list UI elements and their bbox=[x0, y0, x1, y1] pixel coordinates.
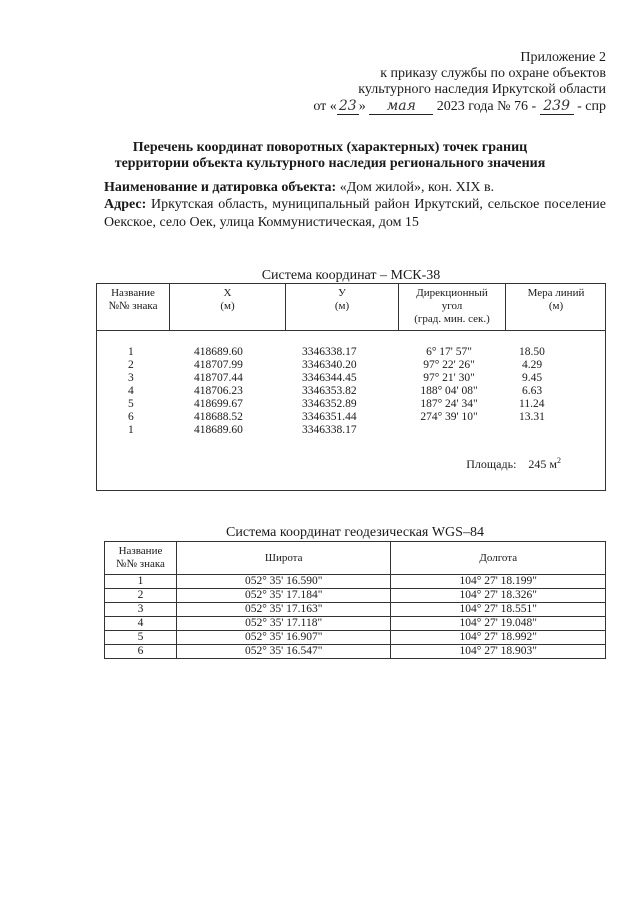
x-coordinate: 418707.99 bbox=[194, 359, 243, 371]
appendix-title: Приложение 2 bbox=[520, 50, 606, 65]
handwritten-day: 23 bbox=[337, 98, 359, 115]
header-text: У bbox=[338, 287, 346, 299]
order-year-text: 2023 года № 76 - bbox=[436, 99, 537, 114]
header-point-number bbox=[105, 542, 177, 575]
point-number: 2 bbox=[128, 359, 134, 371]
line-length: 6.63 bbox=[522, 385, 543, 397]
direction-angle: 274° 39' 10" bbox=[420, 411, 478, 423]
x-coordinate: 418689.60 bbox=[194, 346, 243, 358]
table-row bbox=[97, 346, 605, 359]
point-number: 4 bbox=[105, 617, 177, 631]
area-value: 245 м bbox=[528, 457, 557, 471]
table-row bbox=[105, 617, 606, 631]
point-number: 6 bbox=[128, 411, 134, 423]
line-length: 13.31 bbox=[519, 411, 545, 423]
area-unit-exponent: 2 bbox=[557, 456, 561, 465]
point-number: 1 bbox=[128, 424, 134, 436]
wgs84-coordinates-table bbox=[104, 541, 606, 659]
y-coordinate: 3346353.82 bbox=[302, 385, 357, 397]
latitude: 052° 35' 17.163" bbox=[176, 603, 391, 617]
longitude: 104° 27' 18.199" bbox=[391, 575, 606, 589]
latitude: 052° 35' 17.118" bbox=[176, 617, 391, 631]
header-latitude: Широта bbox=[176, 542, 391, 575]
object-name-label: Наименование и датировка объекта: bbox=[104, 180, 337, 195]
header-point-number bbox=[97, 284, 169, 330]
header-text: (м) bbox=[220, 300, 235, 312]
header-text: Название bbox=[111, 287, 155, 299]
line-length: 4.29 bbox=[522, 359, 543, 371]
x-coordinate: 418706.23 bbox=[194, 385, 243, 397]
y-coordinate: 3346338.17 bbox=[302, 424, 357, 436]
table-row bbox=[105, 575, 606, 589]
line-length: 11.24 bbox=[519, 398, 545, 410]
area-summary bbox=[466, 456, 561, 472]
header-text: Мера линий bbox=[527, 287, 585, 299]
point-number: 3 bbox=[105, 603, 177, 617]
header-text: №№ знака bbox=[116, 558, 165, 570]
header-longitude: Долгота bbox=[391, 542, 606, 575]
order-reference-line: к приказу службы по охране объектов bbox=[380, 66, 606, 81]
date-quote-close: » bbox=[358, 99, 366, 114]
handwritten-order-number: 239 bbox=[540, 98, 574, 115]
point-number: 6 bbox=[105, 645, 177, 659]
longitude: 104° 27' 18.992" bbox=[391, 631, 606, 645]
service-name-line: культурного наследия Иркутской области bbox=[358, 82, 606, 97]
line-length: 18.50 bbox=[519, 346, 545, 358]
header-direction-angle bbox=[399, 284, 505, 330]
latitude: 052° 35' 16.547" bbox=[176, 645, 391, 659]
header-line-length bbox=[506, 284, 606, 330]
longitude: 104° 27' 18.326" bbox=[391, 589, 606, 603]
table-row bbox=[97, 411, 605, 424]
table-row bbox=[105, 603, 606, 617]
table-row bbox=[105, 589, 606, 603]
handwritten-month: мая bbox=[369, 98, 433, 115]
object-address bbox=[104, 196, 606, 232]
table-row bbox=[105, 631, 606, 645]
table-row bbox=[97, 398, 605, 411]
table-row bbox=[97, 359, 605, 372]
direction-angle: 97° 21' 30" bbox=[423, 372, 475, 384]
direction-angle: 188° 04' 08" bbox=[420, 385, 478, 397]
longitude: 104° 27' 18.903" bbox=[391, 645, 606, 659]
header-text: (м) bbox=[548, 300, 564, 312]
header-text: Дирекционный bbox=[416, 287, 488, 299]
wgs84-caption: Система координат геодезическая WGS–84 bbox=[226, 525, 484, 540]
point-number: 5 bbox=[105, 631, 177, 645]
direction-angle: 97° 22' 26" bbox=[423, 359, 475, 371]
table-row bbox=[97, 372, 605, 385]
y-coordinate: 3346344.45 bbox=[302, 372, 357, 384]
header-text: Название bbox=[118, 545, 163, 557]
header-text: (град. мин. сек.) bbox=[414, 313, 490, 325]
point-number: 1 bbox=[128, 346, 134, 358]
header-text: угол bbox=[441, 300, 463, 312]
y-coordinate: 3346352.89 bbox=[302, 398, 357, 410]
address-label: Адрес: bbox=[104, 197, 147, 212]
x-coordinate: 418707.44 bbox=[194, 372, 243, 384]
x-coordinate: 418699.67 bbox=[194, 398, 243, 410]
order-suffix: - спр bbox=[577, 99, 606, 114]
address-value: Иркутская область, муниципальный район Иркутский, сельское поселение Оекское, село Оек, улица Коммунистическая, дом 15 bbox=[104, 197, 606, 230]
msk38-table-header bbox=[97, 284, 605, 331]
latitude: 052° 35' 16.590" bbox=[176, 575, 391, 589]
header-y bbox=[286, 284, 398, 330]
table-row bbox=[97, 424, 605, 437]
header-x bbox=[170, 284, 285, 330]
header-text: X bbox=[223, 287, 232, 299]
direction-angle: 6° 17' 57" bbox=[426, 346, 472, 358]
longitude: 104° 27' 19.048" bbox=[391, 617, 606, 631]
order-date-line bbox=[313, 98, 606, 115]
document-title bbox=[80, 140, 580, 172]
y-coordinate: 3346351.44 bbox=[302, 411, 357, 423]
point-number: 3 bbox=[128, 372, 134, 384]
direction-angle: 187° 24' 34" bbox=[420, 398, 478, 410]
appendix-header bbox=[313, 50, 606, 115]
msk38-coordinates-table bbox=[96, 283, 606, 491]
table-row bbox=[105, 645, 606, 659]
point-number: 1 bbox=[105, 575, 177, 589]
header-text: №№ знака bbox=[108, 300, 158, 312]
point-number: 2 bbox=[105, 589, 177, 603]
title-line-2: территории объекта культурного наследия регионального значения bbox=[114, 156, 546, 171]
x-coordinate: 418688.52 bbox=[194, 411, 243, 423]
msk38-caption: Система координат – МСК-38 bbox=[261, 268, 441, 283]
date-prefix: от « bbox=[313, 99, 337, 114]
header-text: (м) bbox=[334, 300, 350, 312]
latitude: 052° 35' 17.184" bbox=[176, 589, 391, 603]
longitude: 104° 27' 18.551" bbox=[391, 603, 606, 617]
latitude: 052° 35' 16.907" bbox=[176, 631, 391, 645]
y-coordinate: 3346340.20 bbox=[302, 359, 357, 371]
object-name bbox=[104, 179, 494, 196]
title-line-1: Перечень координат поворотных (характерных) точек границ bbox=[132, 140, 528, 155]
point-number: 4 bbox=[128, 385, 134, 397]
area-label: Площадь: bbox=[466, 457, 517, 471]
wgs84-table-header bbox=[105, 542, 606, 575]
x-coordinate: 418689.60 bbox=[194, 424, 243, 436]
line-length: 9.45 bbox=[522, 372, 543, 384]
y-coordinate: 3346338.17 bbox=[302, 346, 357, 358]
point-number: 5 bbox=[128, 398, 134, 410]
object-name-value: «Дом жилой», кон. XIX в. bbox=[339, 180, 495, 195]
table-row bbox=[97, 385, 605, 398]
